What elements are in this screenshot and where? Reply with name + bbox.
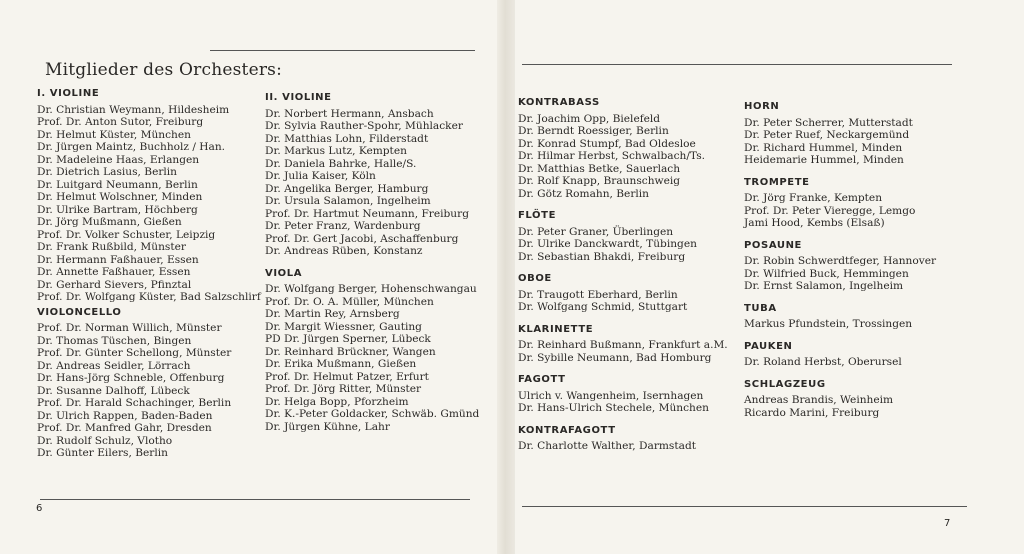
member-entry: Dr. Hans-Ulrich Stechele, München <box>518 402 709 414</box>
member-entry: Prof. Dr. Wolfgang Küster, Bad Salzschlirf <box>37 291 261 303</box>
member-entry: Dr. Jörg Franke, Kempten <box>744 192 883 204</box>
member-entry: Markus Pfundstein, Trossingen <box>744 318 913 330</box>
member-entry: Dr. Erika Mußmann, Gießen <box>265 358 417 370</box>
member-entry: Prof. Dr. Günter Schellong, Münster <box>37 347 232 359</box>
member-entry: Prof. Dr. Hartmut Neumann, Freiburg <box>265 207 469 220</box>
section-heading: II. VIOLINE <box>265 92 332 103</box>
member-entry: Dr. Günter Eilers, Berlin <box>37 447 168 459</box>
member-entry: Dr. Ulrike Bartram, Höchberg <box>37 203 198 216</box>
section-heading: POSAUNE <box>744 239 802 251</box>
member-entry: Ulrich v. Wangenheim, Isernhagen <box>518 389 704 402</box>
member-entry: Dr. Traugott Eberhard, Berlin <box>518 288 678 301</box>
member-entry: Dr. Richard Hummel, Minden <box>744 141 903 154</box>
member-entry: Prof. Dr. Helmut Patzer, Erfurt <box>265 370 429 383</box>
member-entry: Dr. Ulrich Rappen, Baden-Baden <box>37 409 213 422</box>
member-entry: Dr. Helmut Wolschner, Minden <box>37 191 203 203</box>
section-horn <box>744 101 936 167</box>
section-heading: VIOLA <box>265 267 303 279</box>
member-entry: Dr. Peter Graner, Überlingen <box>518 225 674 238</box>
member-entry: Dr. Matthias Lohn, Filderstadt <box>265 132 429 145</box>
top-rule-right <box>522 64 952 65</box>
member-entry: Dr. Margit Wiessner, Gauting <box>265 320 422 333</box>
member-entry: Prof. Dr. Anton Sutor, Freiburg <box>37 116 204 128</box>
member-entry: Dr. Angelika Berger, Hamburg <box>265 182 429 195</box>
member-entry: Dr. Wilfried Buck, Hemmingen <box>744 267 909 280</box>
section-oboe <box>518 273 728 314</box>
member-entry: Dr. Jürgen Kühne, Lahr <box>265 420 390 433</box>
member-entry: Dr. Joachim Opp, Bielefeld <box>518 112 661 125</box>
page-title: Mitglieder des Orchesters: <box>45 60 283 80</box>
section-i-violine <box>37 88 261 304</box>
member-entry: Dr. Sylvia Rauther-Spohr, Mühlacker <box>265 120 463 132</box>
section-fagott <box>518 374 728 415</box>
section-klarinette <box>518 324 728 365</box>
member-entry: Dr. Sybille Neumann, Bad Homburg <box>518 351 712 364</box>
section-trompete <box>744 177 936 230</box>
member-entry: Dr. Daniela Bahrke, Halle/S. <box>265 157 417 170</box>
member-entry: Dr. Robin Schwerdtfeger, Hannover <box>744 255 937 267</box>
member-entry: Jami Hood, Kembs (Elsaß) <box>744 217 885 229</box>
member-entry: Dr. Jürgen Maintz, Buchholz / Han. <box>37 141 226 153</box>
member-entry: Dr. Rolf Knapp, Braunschweig <box>518 175 681 187</box>
member-entry: Dr. Roland Herbst, Oberursel <box>744 356 902 368</box>
member-entry: Dr. Wolfgang Schmid, Stuttgart <box>518 301 688 313</box>
section-heading: OBOE <box>518 273 552 284</box>
member-entry: Dr. Sebastian Bhakdi, Freiburg <box>518 250 686 263</box>
member-entry: Dr. Ulrike Danckwardt, Tübingen <box>518 238 697 250</box>
section-flöte <box>518 210 728 263</box>
member-entry: Dr. Hans-Jörg Schneble, Offenburg <box>37 372 225 384</box>
bottom-rule-left <box>40 499 470 500</box>
member-entry: Prof. Dr. Norman Willich, Münster <box>37 322 222 334</box>
member-entry: Dr. Reinhard Brückner, Wangen <box>265 345 436 358</box>
member-entry: Dr. Peter Scherrer, Mutterstadt <box>744 116 913 129</box>
section-posaune <box>744 240 936 293</box>
member-entry: Dr. Markus Lutz, Kempten <box>265 145 407 157</box>
section-heading: KONTRAFAGOTT <box>518 424 616 436</box>
member-entry: Dr. Martin Rey, Arnsberg <box>265 308 400 320</box>
member-entry: Dr. Peter Ruef, Neckargemünd <box>744 129 910 141</box>
member-entry: Prof. Dr. Peter Vieregge, Lemgo <box>744 204 916 217</box>
member-entry: Dr. Jörg Mußmann, Gießen <box>37 216 182 228</box>
member-entry: Dr. Norbert Hermann, Ansbach <box>265 107 434 120</box>
member-entry: Dr. Ernst Salamon, Ingelheim <box>744 280 904 292</box>
section-heading: FAGOTT <box>518 374 566 385</box>
section-heading: KONTRABASS <box>518 97 600 108</box>
member-entry: Dr. Thomas Tüschen, Bingen <box>37 334 192 347</box>
top-rule-left <box>210 50 475 51</box>
member-entry: Prof. Dr. Manfred Gahr, Dresden <box>37 422 212 434</box>
member-entry: PD Dr. Jürgen Sperner, Lübeck <box>265 333 431 345</box>
member-entry: Prof. Dr. Gert Jacobi, Aschaffenburg <box>265 232 459 245</box>
member-entry: Prof. Dr. O. A. Müller, München <box>265 295 434 308</box>
member-entry: Dr. Andreas Seidler, Lörrach <box>37 359 191 372</box>
column-right-2 <box>744 101 936 429</box>
section-heading: VIOLONCELLO <box>37 306 122 318</box>
member-entry: Dr. Julia Kaiser, Köln <box>265 170 376 182</box>
member-entry: Dr. Gerhard Sievers, Pfinztal <box>37 278 192 291</box>
member-entry: Dr. Konrad Stumpf, Bad Oldesloe <box>518 137 696 150</box>
section-viola <box>265 268 479 434</box>
section-tuba <box>744 303 936 331</box>
member-entry: Dr. Reinhard Bußmann, Frankfurt a.M. <box>518 339 728 351</box>
member-entry: Dr. Madeleine Haas, Erlangen <box>37 153 200 166</box>
member-entry: Dr. Wolfgang Berger, Hohenschwangau <box>265 283 477 295</box>
member-entry: Dr. Andreas Rüben, Konstanz <box>265 245 423 257</box>
member-entry: Dr. Helmut Küster, München <box>37 128 191 141</box>
section-heading: HORN <box>744 101 780 112</box>
page-number-left: 6 <box>36 503 43 514</box>
member-entry: Dr. Annette Faßhauer, Essen <box>37 266 191 278</box>
column-right-1 <box>518 97 728 463</box>
section-heading: TROMPETE <box>744 176 810 188</box>
section-pauken <box>744 341 936 369</box>
member-entry: Dr. Luitgard Neumann, Berlin <box>37 178 198 191</box>
member-entry: Dr. Rudolf Schulz, Vlotho <box>37 434 173 447</box>
section-heading: KLARINETTE <box>518 323 594 335</box>
member-entry: Prof. Dr. Jörg Ritter, Münster <box>265 383 422 395</box>
member-entry: Dr. Christian Weymann, Hildesheim <box>37 103 230 116</box>
member-entry: Dr. Hilmar Herbst, Schwalbach/Ts. <box>518 150 706 162</box>
section-heading: PAUKEN <box>744 340 793 352</box>
member-entry: Dr. Berndt Roessiger, Berlin <box>518 125 669 137</box>
member-entry: Dr. Frank Rußbild, Münster <box>37 241 186 253</box>
bottom-rule-right <box>522 506 967 507</box>
member-entry: Dr. Charlotte Walther, Darmstadt <box>518 440 696 452</box>
section-heading: I. VIOLINE <box>37 88 100 99</box>
section-kontrabass <box>518 97 728 200</box>
member-entry: Dr. Ursula Salamon, Ingelheim <box>265 195 431 207</box>
member-entry: Prof. Dr. Volker Schuster, Leipzig <box>37 228 216 241</box>
section-ii-violine <box>265 92 479 258</box>
section-heading: FLÖTE <box>518 210 556 221</box>
member-entry: Andreas Brandis, Weinheim <box>744 394 894 406</box>
member-entry: Dr. Susanne Dalhoff, Lübeck <box>37 384 190 397</box>
column-left-1 <box>37 88 261 470</box>
section-schlagzeug <box>744 379 936 420</box>
section-kontrafagott <box>518 425 728 453</box>
member-entry: Dr. Hermann Faßhauer, Essen <box>37 253 199 266</box>
member-entry: Heidemarie Hummel, Minden <box>744 154 904 166</box>
member-entry: Dr. Peter Franz, Wardenburg <box>265 220 421 232</box>
page-number-right: 7 <box>944 518 951 529</box>
section-heading: TUBA <box>744 302 777 314</box>
section-violoncello <box>37 307 261 460</box>
book-spine <box>497 0 515 554</box>
member-entry: Dr. Matthias Betke, Sauerlach <box>518 162 681 175</box>
member-entry: Dr. Helga Bopp, Pforzheim <box>265 395 409 408</box>
section-heading: SCHLAGZEUG <box>744 378 826 390</box>
member-entry: Prof. Dr. Harald Schachinger, Berlin <box>37 397 232 409</box>
member-entry: Dr. K.-Peter Goldacker, Schwäb. Gmünd <box>265 408 480 420</box>
member-entry: Dr. Götz Romahn, Berlin <box>518 187 649 200</box>
member-entry: Ricardo Marini, Freiburg <box>744 406 880 419</box>
member-entry: Dr. Dietrich Lasius, Berlin <box>37 166 177 178</box>
column-left-2 <box>265 92 479 443</box>
